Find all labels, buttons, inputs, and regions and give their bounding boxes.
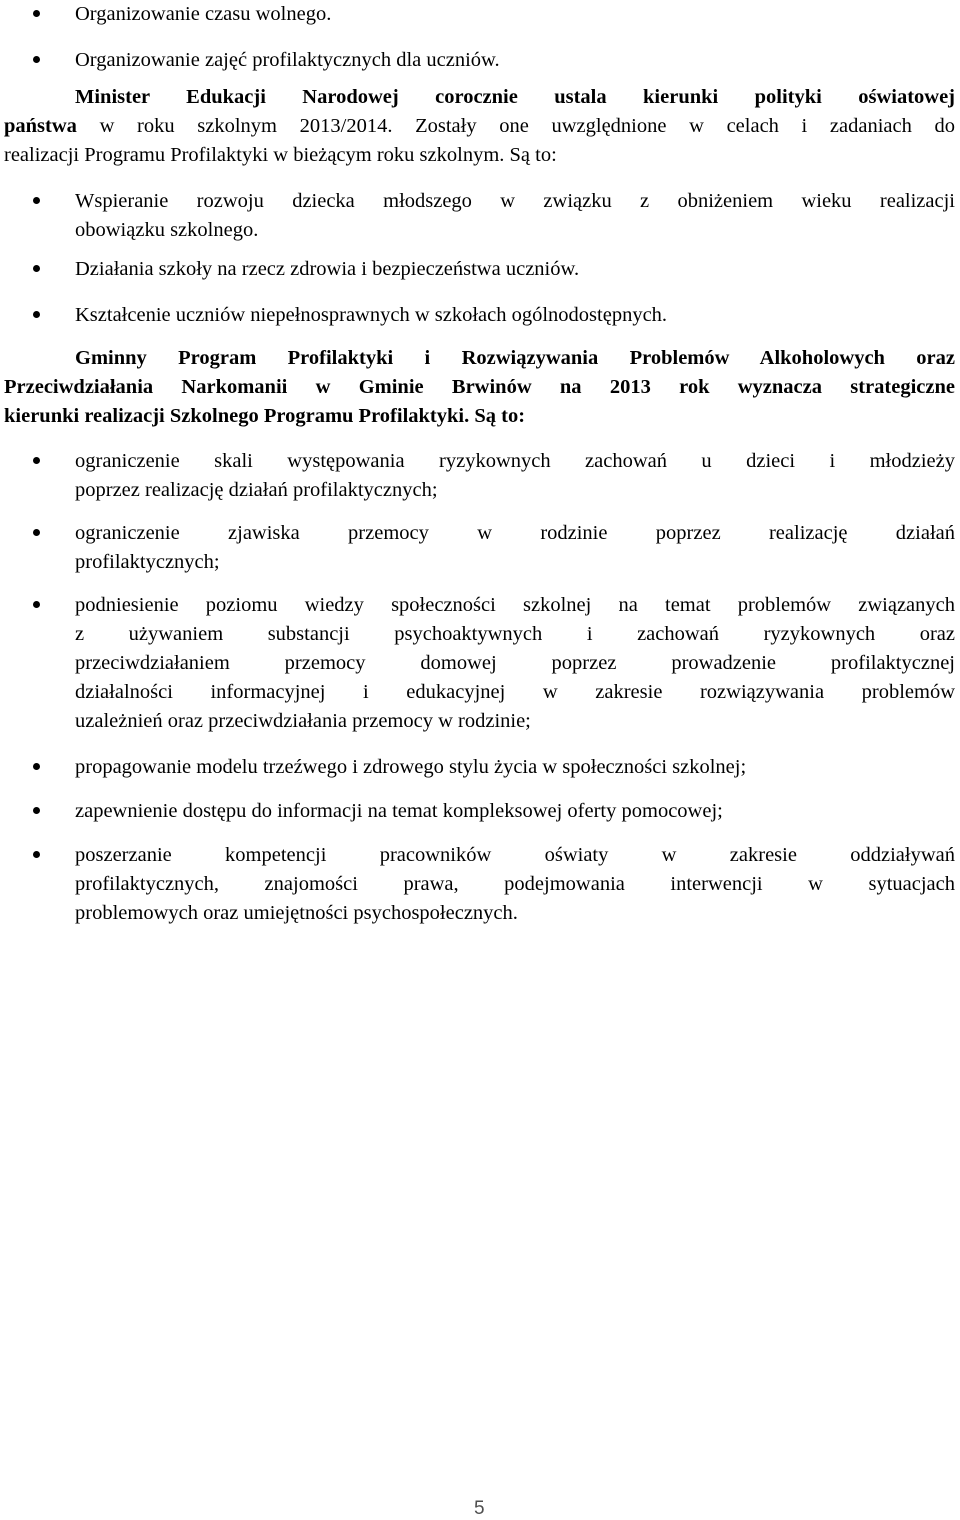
paragraph-line: Minister Edukacji Narodowej corocznie ustala kierunki polityki oświatowej <box>75 86 955 108</box>
list-item-line: uzależnień oraz przeciwdziałania przemocy w rodzinie; <box>75 710 531 732</box>
bullet <box>33 807 40 814</box>
list-item-line: ograniczenie skali występowania ryzykownych zachowań u dzieci i młodzieży <box>75 450 955 472</box>
paragraph-line: kierunki realizacji Szkolnego Programu Profilaktyki. Są to: <box>4 405 526 427</box>
bullet <box>33 529 40 536</box>
bullet <box>33 265 40 272</box>
list-item-line: obowiązku szkolnego. <box>75 219 259 241</box>
bullet <box>33 601 40 608</box>
list-item: Organizowanie zajęć profilaktycznych dla uczniów. <box>75 49 500 71</box>
list-item-line: Działania szkoły na rzecz zdrowia i bezpieczeństwa uczniów. <box>75 258 580 280</box>
bullet <box>33 311 40 318</box>
list-item-line: poszerzanie kompetencji pracowników oświaty w zakresie oddziaływań <box>75 844 955 866</box>
paragraph-line: państwa w roku szkolnym 2013/2014. Zostały one uwzględnione w celach i zadaniach do <box>4 115 955 137</box>
list-item: Organizowanie czasu wolnego. <box>75 3 332 25</box>
list-item-line: problemowych oraz umiejętności psychospołecznych. <box>75 902 518 924</box>
bullet <box>33 56 40 63</box>
list-item-line: poprzez realizację działań profilaktycznych; <box>75 479 438 501</box>
list-item-line: zapewnienie dostępu do informacji na temat kompleksowej oferty pomocowej; <box>75 800 723 822</box>
bullet <box>33 763 40 770</box>
bullet <box>33 197 40 204</box>
paragraph-line: Gminny Program Profilaktyki i Rozwiązywania Problemów Alkoholowych oraz <box>75 347 955 369</box>
list-item-line: działalności informacyjnej i edukacyjnej w zakresie rozwiązywania problemów <box>75 681 955 703</box>
list-item-line: podniesienie poziomu wiedzy społeczności szkolnej na temat problemów związanych <box>75 594 955 616</box>
list-item-line: Kształcenie uczniów niepełnosprawnych w szkołach ogólnodostępnych. <box>75 304 668 326</box>
paragraph-line: realizacji Programu Profilaktyki w bieżącym roku szkolnym. Są to: <box>4 144 557 166</box>
list-item-line: przeciwdziałaniem przemocy domowej poprzez prowadzenie profilaktycznej <box>75 652 955 674</box>
list-item-line: z używaniem substancji psychoaktywnych i zachowań ryzykownych oraz <box>75 623 955 645</box>
list-item-line: Wspieranie rozwoju dziecka młodszego w związku z obniżeniem wieku realizacji <box>75 190 955 212</box>
bullet <box>33 851 40 858</box>
page-number: 5 <box>474 1498 485 1519</box>
list-item-line: ograniczenie zjawiska przemocy w rodzinie poprzez realizację działań <box>75 522 955 544</box>
list-item-line: profilaktycznych, znajomości prawa, podejmowania interwencji w sytuacjach <box>75 873 955 895</box>
bullet <box>33 10 40 17</box>
paragraph-line: Przeciwdziałania Narkomanii w Gminie Brwinów na 2013 rok wyznacza strategiczne <box>4 376 955 398</box>
bullet <box>33 457 40 464</box>
list-item-line: propagowanie modelu trzeźwego i zdrowego stylu życia w społeczności szkolnej; <box>75 756 747 778</box>
list-item-line: profilaktycznych; <box>75 551 220 573</box>
